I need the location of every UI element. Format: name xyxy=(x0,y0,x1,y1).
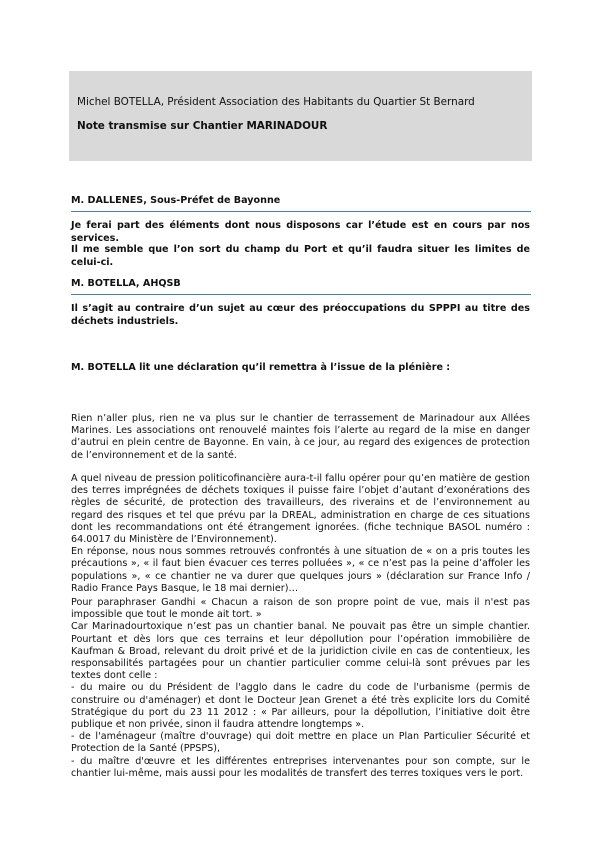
declaration-paragraph: Pour paraphraser Gandhi « Chacun a raison de son propre point de vue, mais il n'est pas impossible que tout le monde ait tort. » Car Marinadourtoxique n’est pas un chantier banal. Ne pouvait pas être un simple chantier. Pourtant et dès lors que ces terrains et leur dépollution pour l’opération immobilière de Kaufman & Broad, relevant du droit privé et de la juridiction civile en cas de contentieux, les responsabilités partagées pour un chantier particulier comme celui-là sont prévues par les textes dont celle : - du maire ou du Président de l'agglo dans le cadre du code de l'urbanisme (permis de construire ou d'aménager) et dont le Docteur Jean Grenet a été très explicite lors du Comité Stratégique du port du 23 11 2012 : « Par ailleurs, pour la dépollution, l’initiative doit être publique et non privée, sinon il faudra attendre longtemps ». - de l'aménageur (maître d'ouvrage) qui doit mettre en place un Plan Particulier Sécurité et Protection de la Santé (PPSPS), - du maître d'œuvre et les différentes entreprises intervenantes pour son compte, sur le chantier lui-même, mais aussi pour les modalités de transfert des terres toxiques vers le port. xyxy=(71,597,530,779)
header-box xyxy=(69,71,532,161)
speaker-heading-botella: M. BOTELLA, AHQSB xyxy=(71,278,531,295)
declaration-intro: M. BOTELLA lit une déclaration qu’il remettra à l’issue de la plénière : xyxy=(71,362,451,373)
statement-paragraph: Il me semble que l’on sort du champ du Port et qu’il faudra situer les limites de celui-ci. xyxy=(71,244,530,268)
document-author: Michel BOTELLA, Président Association des Habitants du Quartier St Bernard xyxy=(77,96,475,108)
statement-paragraph: Il s’agit au contraire d’un sujet au cœur des préoccupations du SPPPI au titre des déchets industriels. xyxy=(71,303,530,327)
speaker-heading-dallenes: M. DALLENES, Sous-Préfet de Bayonne xyxy=(71,195,531,212)
document-subject: Note transmise sur Chantier MARINADOUR xyxy=(77,120,328,132)
declaration-paragraph: A quel niveau de pression politicofinancière aura-t-il fallu opérer pour qu’en matière de gestion des terres imprégnées de déchets toxiques il puisse faire l’objet d’autant d’exonérations des règles de sécurité, de protection des travailleurs, des riverains et de l’environnement au regard des risques et tel que prévu par la DREAL, administration en charge de ces situations dont les recommandations ont été étrangement ignorées. (fiche technique BASOL numéro : 64.0017 du Ministère de l’Environnement). En réponse, nous nous sommes retrouvés confrontés à une situation de « on a pris toutes les précautions », « il faut bien évacuer ces terres polluées », « ce n’est pas la peine d’affoler les populations », « ce chantier ne va durer que quelques jours » (déclaration sur France Info / Radio France Pays Basque, le 18 mai dernier)… xyxy=(71,473,530,594)
declaration-paragraph: Rien n’aller plus, rien ne va plus sur le chantier de terrassement de Marinadour aux Allées Marines. Les associations ont renouvelé maintes fois l’alerte au regard de la mise en danger d’autrui en plein centre de Bayonne. En vain, à ce jour, au regard des exigences de protection de l’environnement et de la santé. xyxy=(71,413,530,461)
statement-paragraph: Je ferai part des éléments dont nous disposons car l’étude est en cours par nos services. xyxy=(71,220,530,244)
